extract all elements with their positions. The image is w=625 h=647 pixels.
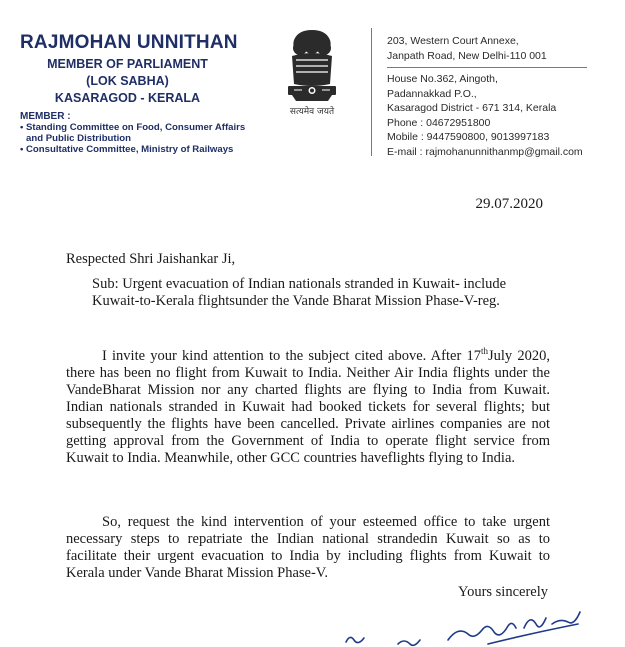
subject-line: Sub: Urgent evacuation of Indian nationals stranded in Kuwait- include Kuwait-to-Kerala flightsunder the Vande Bharat Mission Phase-V-reg.	[92, 276, 507, 309]
mp-title: MEMBER OF PARLIAMENT	[47, 57, 208, 71]
phone-line: Phone : 04672951800	[387, 116, 491, 129]
emblem-motto: सत्यमेव जयते	[289, 107, 335, 117]
mp-name: RAJMOHAN UNNITHAN	[20, 32, 238, 53]
mobile-line: Mobile : 9447590800, 9013997183	[387, 131, 550, 143]
closing: Yours sincerely	[458, 584, 548, 600]
body-paragraph-2: So, request the kind intervention of your esteemed office to take urgent necessary steps to repatriate the Indian national strandedin Kuwait so as to facilitate their urgent evacuation to India by including flights from Kuwait to Kerala under Vande Bharat Mission Phase-V.	[66, 514, 550, 581]
letterhead-right	[387, 34, 617, 159]
membership-item: • Standing Committee on Food, Consumer Affairs and Public Distribution	[20, 122, 255, 144]
address-divider	[387, 67, 587, 68]
delhi-address-line: Janpath Road, New Delhi-110 001	[387, 49, 547, 62]
letter-date: 29.07.2020	[475, 196, 543, 212]
letterhead-left	[20, 32, 255, 155]
home-address-line: Padannakkad P.O.,	[387, 87, 477, 100]
home-address-line: Kasaragod District - 671 314, Kerala	[387, 102, 557, 114]
email-line: E-mail : rajmohanunnithanmp@gmail.com	[387, 145, 583, 158]
mp-house: (LOK SABHA)	[86, 74, 169, 88]
mp-constituency: KASARAGOD - KERALA	[54, 91, 201, 105]
membership-list	[20, 122, 255, 155]
signature-icon	[338, 606, 598, 647]
delhi-address-line: 203, Western Court Annexe,	[387, 35, 519, 47]
letterhead-divider	[371, 28, 372, 156]
body-paragraph-1: I invite your kind attention to the subject cited above. After 17thJuly 2020, there has been no flight from Kuwait to India. Neither Air India flights under the VandeBharat Mission nor any charted flights are flying to India from Kuwait. Indian nationals stranded in Kuwait had booked tickets for several flights; but subsequently the flights have been cancelled. Private airlines companies are not getting approval from the Government of India to operate flight service from Kuwait to India. Meanwhile, other GCC countries haveflights flying to India.	[66, 346, 551, 466]
salutation: Respected Shri Jaishankar Ji,	[66, 251, 236, 267]
home-address-line: House No.362, Aingoth,	[387, 73, 498, 85]
membership-header: MEMBER :	[20, 111, 71, 122]
membership-item: • Consultative Committee, Ministry of Railways	[20, 144, 255, 155]
